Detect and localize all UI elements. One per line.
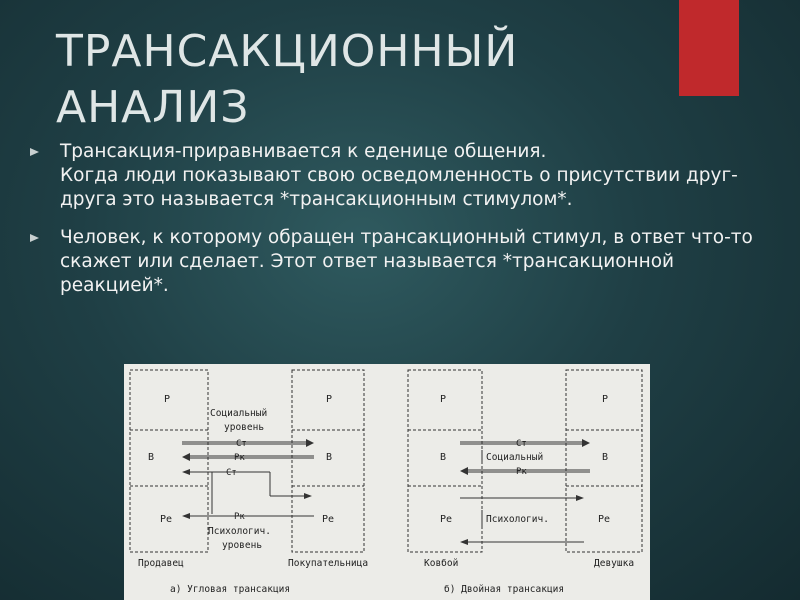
left-name-buyer: Покупательница <box>288 558 369 569</box>
left-name-seller: Продавец <box>138 558 184 569</box>
right-name-cowboy: Ковбой <box>424 558 459 569</box>
left-social: Социальный <box>210 408 268 419</box>
left-social-2: уровень <box>224 422 265 433</box>
left-psych-2: уровень <box>222 540 263 551</box>
right-caption: б) Двойная трансакция <box>444 584 565 595</box>
left-caption: а) Угловая трансакция <box>170 584 291 595</box>
left-pe1: Pe <box>160 514 173 525</box>
right-pe1: Pe <box>440 514 453 525</box>
left-psych: Психологич. <box>208 526 271 537</box>
diagram-svg <box>124 364 650 600</box>
right-pe2: Pe <box>598 514 611 525</box>
left-rk-2: Рк <box>234 512 245 522</box>
left-b1: B <box>148 452 155 463</box>
right-st-1: Ст <box>516 439 527 449</box>
title-line-1: ТРАНСАКЦИОННЫЙ <box>56 26 519 77</box>
left-p1: P <box>164 394 171 405</box>
right-social: Социальный <box>486 452 544 463</box>
bullet-list <box>30 140 770 310</box>
right-p2: P <box>602 394 609 405</box>
title-line-2: АНАЛИЗ <box>56 82 250 133</box>
left-st-2: Ст <box>226 468 237 478</box>
right-name-girl: Девушка <box>594 558 635 569</box>
accent-bar <box>679 0 739 96</box>
slide-title <box>56 24 656 136</box>
bullet-arrow-icon <box>30 148 39 156</box>
transaction-diagram <box>124 364 650 600</box>
left-pe2: Pe <box>322 514 335 525</box>
left-diagram <box>130 370 368 595</box>
right-diagram <box>408 370 642 595</box>
bullet-item-1 <box>30 140 770 212</box>
right-rk-1: Рк <box>516 467 527 477</box>
left-rk-1: Рк <box>234 453 245 463</box>
left-p2: P <box>326 394 333 405</box>
right-b1: B <box>440 452 447 463</box>
right-psych: Психологич. <box>486 514 549 525</box>
left-st-1: Ст <box>236 439 247 449</box>
right-p1: P <box>440 394 447 405</box>
bullet-text-1: Трансакция-приравнивается к еденице общения. Когда люди показывают свою осведомленность о присутствии друг-друга это называется *трансакционным стимулом*. <box>60 141 738 210</box>
bullet-text-2: Человек, к которому обращен трансакционный стимул, в ответ что-то скажет или сделает. Этот ответ называется *трансакционной реакцией*. <box>60 227 753 296</box>
bullet-item-2 <box>30 226 770 298</box>
right-b2: B <box>602 452 609 463</box>
left-b2: B <box>326 452 333 463</box>
bullet-arrow-icon <box>30 234 39 242</box>
